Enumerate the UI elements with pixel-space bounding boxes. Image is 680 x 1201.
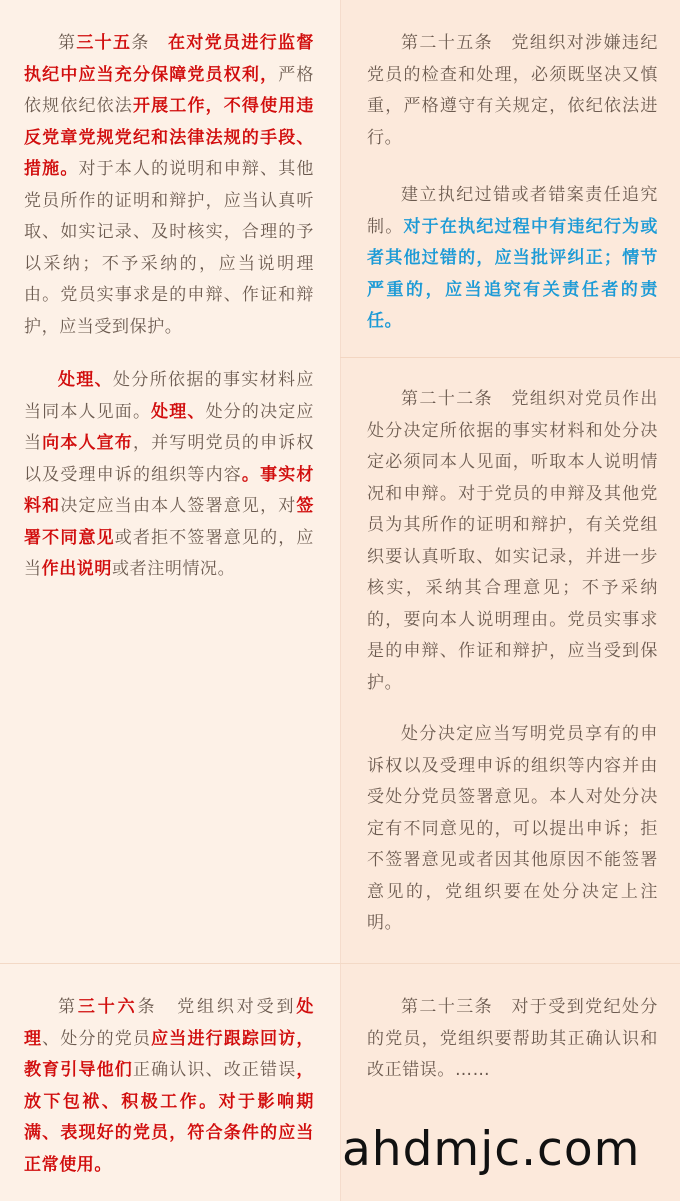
article-25-paragraph-1: 第二十五条 党组织对涉嫌违纪党员的检查和处理，必须既坚决又慎重，严格遵守有关规定，依纪依法进行。 (367, 33, 658, 148)
old-regulation-column (340, 0, 680, 963)
article-35-paragraph-2: 处理、处分所依据的事实材料应当同本人见面。处理、处分的决定应当向本人宣布，并写明党员的申诉权以及受理申诉的组织等内容。事实材料和决定应当由本人签署意见，对签署不同意见或者拒不签署意见的，应当作出说明或者注明情况。 (24, 370, 315, 579)
article-25-paragraph-2: 建立执纪过错或者错案责任追究制。对于在执纪过程中有违纪行为或者其他过错的，应当批评纠正；情节严重的，应当追究有关责任者的责任。 (367, 185, 658, 331)
new-regulation-column (0, 0, 340, 963)
article-35-paragraph-1: 第三十五条 在对党员进行监督执纪中应当充分保障党员权利，严格依规依纪依法开展工作，不得使用违反党章党规党纪和法律法规的手段、措施。对于本人的说明和申辩、其他党员所作的证明和辩护，应当认真听取、如实记录、及时核实，合理的予以采纳；不予采纳的，应当说明理由。党员实事求是的申辩、作证和辩护，应当受到保护。 (24, 33, 315, 337)
article-22-paragraph-2: 处分决定应当写明党员享有的申诉权以及受理申诉的组织等内容并由受处分党员签署意见。本人对处分决定有不同意见的，可以提出申诉；拒不签署意见或者因其他原因不能签署意见的，党组织要在处分决定上注明。 (367, 724, 658, 933)
row-separator (340, 357, 680, 358)
site-watermark: ahdmjc.com (342, 1122, 641, 1177)
article-23-paragraph: 第二十三条 对于受到党纪处分的党员，党组织要帮助其正确认识和改正错误。…… (367, 997, 658, 1080)
article-36-paragraph: 第三十六条 党组织对受到处理、处分的党员应当进行跟踪回访，教育引导他们正确认识、改正错误，放下包袱、积极工作。对于影响期满、表现好的党员，符合条件的应当正常使用。 (24, 997, 314, 1175)
new-regulation-column (0, 964, 340, 1201)
article-22-block (341, 354, 680, 964)
article-22-paragraph-1: 第二十二条 党组织对党员作出处分决定所依据的事实材料和处分决定必须同本人见面，听取本人说明情况和申辩。对于党员的申辩及其他党员为其所作的证明和辩护，有关党组织要认真听取、如实记录，并进一步核实，采纳其合理意见；不予采纳的，要向本人说明理由。党员实事求是的申辩、作证和辩护，应当受到保护。 (367, 389, 658, 693)
